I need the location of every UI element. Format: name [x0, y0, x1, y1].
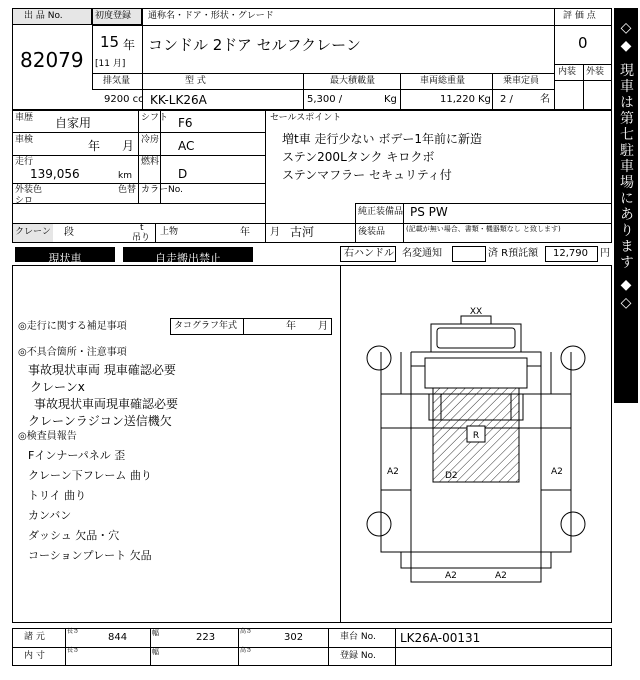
model-code: KK-LK26A [150, 93, 207, 107]
max-load-label: 最大積載量 [330, 76, 376, 86]
crane-ton: t [140, 223, 144, 233]
defect-item: クレーンx [30, 380, 85, 394]
registration-label: 登録 No. [340, 651, 376, 661]
equipment: PS PW [410, 205, 448, 219]
upper-label: 上物 [160, 227, 179, 237]
capacity-label: 乗車定員 [503, 76, 540, 86]
name-change-label: 名変通知 [402, 248, 442, 259]
capacity: 2 / [500, 94, 513, 105]
eval-score: 0 [578, 34, 588, 52]
ac: AC [178, 139, 195, 153]
color: シロ [15, 196, 34, 206]
handle: 右ハンドル [344, 248, 394, 259]
model-code-label: 型 式 [185, 76, 206, 86]
sales-point-line: ステン200Lタンク キロクボ [282, 150, 435, 164]
color-label: 外装色 [15, 185, 43, 195]
model-title: コンドル 2ドア セルフクレーン [148, 36, 361, 54]
displacement: 9200 cc [104, 94, 144, 105]
height-label: 高さ [240, 628, 253, 635]
gross-weight-label: 車両総重量 [420, 76, 466, 86]
displacement-label: 排気量 [103, 76, 131, 86]
sales-point-line: 増t車 走行少ない ボデー1年前に新造 [282, 132, 482, 146]
aftermarket-note: (記載が無い場合、書類・機器類なし と致します) [406, 225, 561, 233]
diagram-a2-right: A2 [551, 467, 563, 477]
length-label-2: 長さ [67, 647, 80, 654]
recycle-amount: 12,790 [553, 248, 588, 259]
lot-number: 82079 [20, 48, 84, 72]
chassis-label: 車台 No. [340, 632, 376, 642]
gross-weight: 11,220 [440, 94, 475, 105]
exterior-label: 外装 [586, 67, 605, 77]
length-label: 長さ [67, 628, 80, 635]
inspector-item: ダッシュ 欠品・穴 [28, 529, 120, 542]
mileage: 139,056 [30, 167, 80, 181]
reg-year: 15 [100, 33, 120, 51]
width-label: 幅 [152, 629, 159, 637]
lot-label: 出 品 No. [24, 11, 63, 21]
inspector-item: クレーン下フレーム 曲り [28, 469, 152, 482]
recycle-unit: 円 [600, 248, 610, 259]
defect-item: 事故現状車両 現車確認必要 [28, 363, 176, 377]
crane-hook: 吊り [132, 233, 151, 243]
height-label-2: 高さ [240, 647, 253, 654]
height: 302 [284, 632, 304, 643]
crane-stage: 段 [64, 227, 74, 238]
fuel-label: 燃料 [141, 157, 160, 167]
width: 223 [196, 632, 216, 643]
defect-item: 事故現状車両現車確認必要 [34, 397, 179, 411]
diagram-r: R [472, 431, 480, 441]
vehicle-damage-diagram [341, 266, 611, 622]
shift: F6 [178, 116, 193, 130]
inspector-list [28, 446, 328, 566]
inspection-month: 月 [122, 139, 135, 153]
supplement-label: ◎走行に関する補足事項 [18, 321, 127, 332]
no-self-drive-badge: 自走搬出禁止 [123, 247, 253, 262]
sales-point-label: セールスポイント [270, 113, 342, 123]
diagram-xx: XX [469, 307, 483, 317]
mileage-label: 走行 [15, 157, 34, 167]
chassis: LK26A-00131 [400, 631, 481, 645]
interior-dims-label: 内 寸 [24, 651, 45, 661]
ac-label: 冷房 [141, 135, 160, 145]
inspector-item: コーションプレート 欠品 [28, 549, 152, 562]
sales-point-line: ステンマフラー セキュリティ付 [282, 168, 452, 182]
max-load: 5,300 / [307, 94, 343, 105]
eval-label: 評 価 点 [563, 11, 596, 21]
max-load-unit: Kg [384, 94, 397, 105]
dims-label: 諸 元 [24, 632, 45, 642]
history: 自家用 [55, 116, 92, 130]
reg-year-unit: 年 [123, 38, 136, 52]
sales-point-lines [282, 130, 562, 184]
inspector-item: カンバン [28, 509, 72, 522]
inspector-item: Fインナーパネル 歪 [28, 449, 126, 462]
gross-weight-unit: Kg [478, 94, 491, 105]
history-label: 車歴 [15, 113, 34, 123]
side-note: ◇◆ 現車は第七駐車場にあります ◆◇ [618, 20, 634, 313]
defect-item: クレーンラジコン送信機欠 [28, 414, 172, 428]
color-code-label: 色替 [118, 185, 137, 195]
capacity-unit: 名 [540, 94, 550, 105]
equipment-label: 純正装備品 [358, 207, 404, 217]
defects-label: ◎不具合箇所・注意事項 [18, 347, 127, 358]
inspection-label: 車検 [15, 135, 34, 145]
crane-label: クレーン [15, 227, 51, 237]
inspector-label: ◎検査員報告 [18, 431, 77, 442]
upper-year: 年 [240, 227, 250, 238]
diagram-d2: D2 [445, 471, 458, 481]
length: 844 [108, 632, 128, 643]
upper-month: 月 [270, 227, 280, 238]
current-status-badge: 現状車 [15, 247, 115, 262]
tacho-label: タコグラフ年式 [174, 321, 238, 331]
reg-month: [11 月] [95, 59, 126, 69]
diagram-a2-bottom-left: A2 [445, 571, 457, 581]
interior-label: 内装 [558, 67, 577, 77]
reg-label: 初度登録 [95, 11, 132, 21]
tacho-month: 月 [318, 321, 328, 332]
mileage-unit: km [118, 171, 132, 181]
color-no-label: カラーNo. [141, 185, 183, 195]
inspection-year: 年 [88, 139, 101, 153]
recycle-label: 済 R預託額 [488, 248, 539, 259]
width-label-2: 幅 [152, 648, 159, 656]
model-title-label: 通称名・ドア・形状・グレード [148, 11, 274, 21]
shift-label: シフト [141, 113, 169, 123]
fuel: D [178, 167, 188, 181]
diagram-a2-left: A2 [387, 467, 399, 477]
aftermarket-label: 後装品 [358, 227, 386, 237]
upper-value: 古河 [290, 225, 315, 239]
inspector-item: トリイ 曲り [28, 489, 87, 502]
defects-list [28, 362, 328, 430]
diagram-a2-bottom-right: A2 [495, 571, 507, 581]
tacho-year: 年 [286, 321, 296, 332]
